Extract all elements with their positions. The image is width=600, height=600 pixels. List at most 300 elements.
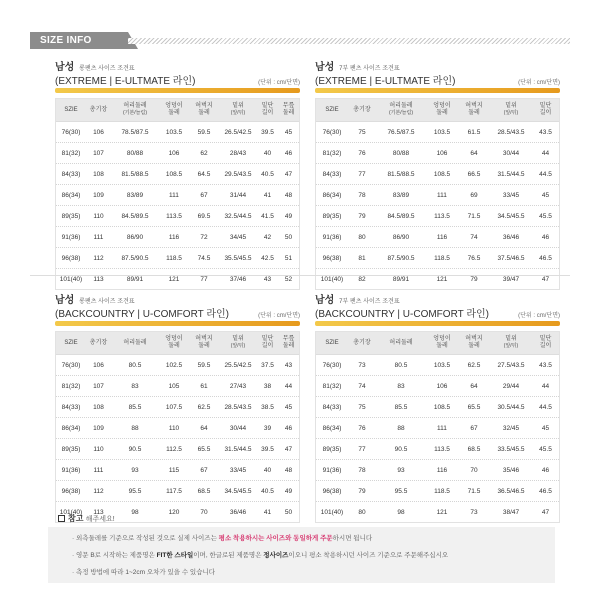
table-cell: 76.5/87.5 xyxy=(387,128,415,136)
table-cell: 71.5 xyxy=(467,212,481,220)
table-cell: 89(35) xyxy=(61,445,81,453)
table-cell: 38/47 xyxy=(502,508,520,516)
column-header: 밑위 (앞/뒤) xyxy=(230,336,246,349)
table-cell: 25.5/42.5 xyxy=(224,361,252,369)
title-underline xyxy=(315,321,560,326)
table-cell: 61 xyxy=(200,382,208,390)
table-cell: 29.5/43.5 xyxy=(224,170,252,178)
table-cell: 74.5 xyxy=(197,254,211,262)
table-row xyxy=(56,227,299,248)
table-cell: 27/43 xyxy=(229,382,247,390)
column-header: 밑단 길이 xyxy=(261,336,274,349)
table-cell: 96(38) xyxy=(322,254,342,262)
table-cell: 86/90 xyxy=(126,233,144,241)
table-cell: 101(40) xyxy=(59,508,83,516)
table-row xyxy=(316,376,559,397)
table-cell: 91(36) xyxy=(322,466,342,474)
table-row xyxy=(56,376,299,397)
table-row xyxy=(316,460,559,481)
table-cell: 106 xyxy=(93,128,104,136)
table-cell: 68.5 xyxy=(467,445,481,453)
table-cell: 103.5 xyxy=(165,128,183,136)
table-cell: 64.5 xyxy=(197,170,211,178)
table-row xyxy=(316,269,559,289)
table-cell: 80 xyxy=(358,233,366,241)
table-cell: 84.5/89.5 xyxy=(121,212,149,220)
table-cell: 93 xyxy=(131,466,139,474)
title-underline xyxy=(55,88,300,93)
table-cell: 77 xyxy=(200,275,208,283)
table-cell: 35/46 xyxy=(502,466,520,474)
table-cell: 81(32) xyxy=(322,149,342,157)
table-cell: 43 xyxy=(263,275,272,283)
table-cell: 48 xyxy=(284,191,293,199)
table-cell: 47 xyxy=(284,170,293,178)
table-cell: 43 xyxy=(284,361,293,369)
table-row xyxy=(316,122,559,143)
table-cell: 108.5 xyxy=(165,170,183,178)
table-cell: 44.5 xyxy=(539,403,552,411)
table-cell: 120 xyxy=(168,508,180,516)
table-cell: 105 xyxy=(168,382,180,390)
table-cell: 102.5 xyxy=(165,361,183,369)
series-label: (EXTREME | E-ULTMATE 라인) xyxy=(55,76,196,87)
table-cell: 77 xyxy=(358,445,366,453)
title-underline xyxy=(55,321,300,326)
table-row xyxy=(316,397,559,418)
table-cell: 47 xyxy=(541,508,550,516)
column-header: 밑단 길이 xyxy=(539,336,552,349)
table-header xyxy=(316,99,559,122)
table-cell: 110 xyxy=(93,445,104,453)
column-header: SZIE xyxy=(64,339,78,346)
section-divider xyxy=(30,275,570,276)
table-cell: 38 xyxy=(263,382,272,390)
table-cell: 76 xyxy=(358,424,366,432)
table-row xyxy=(316,418,559,439)
table-cell: 88 xyxy=(397,424,405,432)
table-cell: 33/45 xyxy=(229,466,247,474)
table-row xyxy=(316,502,559,522)
table-cell: 46 xyxy=(541,233,550,241)
table-cell: 113.5 xyxy=(434,445,450,453)
table-cell: 111 xyxy=(169,191,179,199)
table-cell: 45 xyxy=(541,424,550,432)
column-header: 허리둘레 xyxy=(389,339,413,346)
table-cell: 68.5 xyxy=(197,487,211,495)
table-cell: 39 xyxy=(263,424,272,432)
size-table xyxy=(315,331,560,523)
table-cell: 49 xyxy=(284,487,293,495)
table-cell: 30.5/44.5 xyxy=(497,403,525,411)
table-header xyxy=(316,332,559,355)
table-cell: 90.5 xyxy=(394,445,408,453)
series-label: (BACKCOUNTRY | U-COMFORT 라인) xyxy=(315,309,489,320)
table-cell: 44.5 xyxy=(539,170,552,178)
table-cell: 65.5 xyxy=(467,403,481,411)
column-header: 허리둘레 (기본/늘림) xyxy=(122,103,148,116)
series-label: (BACKCOUNTRY | U-COMFORT 라인) xyxy=(55,309,229,320)
table-cell: 107 xyxy=(93,149,104,157)
table-cell: 83/89 xyxy=(126,191,144,199)
column-header: 무릎 둘레 xyxy=(282,336,295,349)
table-row xyxy=(56,248,299,269)
table-cell: 87.5/90.5 xyxy=(387,254,415,262)
table-cell: 43.5 xyxy=(539,361,552,369)
table-cell: 86(34) xyxy=(61,424,81,432)
table-cell: 113 xyxy=(93,508,104,516)
table-cell: 50 xyxy=(284,508,293,516)
table-row xyxy=(316,248,559,269)
table-cell: 103.5 xyxy=(433,128,451,136)
table-cell: 106 xyxy=(436,149,448,157)
table-cell: 111 xyxy=(437,424,447,432)
table-cell: 116 xyxy=(168,233,180,241)
table-cell: 78 xyxy=(358,191,366,199)
table-cell: 89/91 xyxy=(392,275,410,283)
table-cell: 44 xyxy=(541,382,550,390)
table-cell: 109 xyxy=(93,424,104,432)
section-title: 남성 7부 팬츠 사이즈 조견표 xyxy=(315,62,400,73)
size-table xyxy=(55,98,300,290)
column-header: 허리둘레 (기본/늘림) xyxy=(388,103,414,116)
table-cell: 85.5 xyxy=(128,403,142,411)
table-cell: 40.5 xyxy=(261,170,274,178)
column-header: 무릎 둘레 xyxy=(282,103,295,116)
size-info-tab: SIZE INFO xyxy=(30,32,128,49)
table-cell: 36.5/46.5 xyxy=(497,487,525,495)
table-cell: 86(34) xyxy=(322,191,342,199)
table-row xyxy=(56,164,299,185)
table-cell: 36/46 xyxy=(502,233,520,241)
table-cell: 101(40) xyxy=(59,275,83,283)
table-cell: 91(36) xyxy=(322,233,342,241)
table-cell: 89(35) xyxy=(322,445,342,453)
table-cell: 83 xyxy=(397,382,405,390)
square-icon xyxy=(58,515,65,522)
table-cell: 106 xyxy=(168,149,180,157)
column-header: 총기장 xyxy=(89,339,108,346)
section-title: 남성 롱팬츠 사이즈 조견표 xyxy=(55,62,135,73)
unit-label: (단위 : cm/단면) xyxy=(518,313,560,319)
table-cell: 37.5/46.5 xyxy=(497,254,525,262)
column-header: 허벅지 둘레 xyxy=(195,103,213,116)
table-cell: 46.5 xyxy=(539,487,552,495)
table-cell: 33/45 xyxy=(502,191,520,199)
table-cell: 116 xyxy=(436,233,448,241)
table-cell: 96(38) xyxy=(322,487,342,495)
table-cell: 69.5 xyxy=(197,212,211,220)
table-cell: 83/89 xyxy=(392,191,410,199)
table-row xyxy=(316,164,559,185)
table-cell: 38.5 xyxy=(261,403,274,411)
table-cell: 37.5 xyxy=(261,361,274,369)
table-cell: 78 xyxy=(358,466,366,474)
column-header: 총기장 xyxy=(89,106,108,113)
table-cell: 115 xyxy=(168,466,180,474)
table-row xyxy=(56,122,299,143)
table-cell: 37/46 xyxy=(229,275,247,283)
table-cell: 43.5 xyxy=(539,128,552,136)
table-cell: 108.5 xyxy=(433,403,451,411)
table-cell: 101(40) xyxy=(320,275,344,283)
table-cell: 78.5/87.5 xyxy=(121,128,149,136)
table-cell: 111 xyxy=(93,466,104,474)
table-cell: 101(40) xyxy=(320,508,344,516)
table-cell: 29/44 xyxy=(502,382,520,390)
table-cell: 75 xyxy=(358,128,366,136)
table-cell: 83 xyxy=(131,382,139,390)
table-row xyxy=(56,418,299,439)
table-cell: 89(35) xyxy=(61,212,81,220)
table-cell: 31.5/44.5 xyxy=(497,170,525,178)
table-cell: 27.5/43.5 xyxy=(497,361,525,369)
column-header: 밑단 길이 xyxy=(261,103,274,116)
column-header: 엉덩이 둘레 xyxy=(165,103,183,116)
table-cell: 34.5/45.5 xyxy=(224,487,252,495)
table-cell: 112 xyxy=(93,254,104,262)
table-cell: 45.5 xyxy=(539,445,552,453)
table-cell: 70 xyxy=(200,508,208,516)
table-cell: 51 xyxy=(284,254,293,262)
table-cell: 44 xyxy=(284,382,293,390)
table-row xyxy=(316,439,559,460)
table-cell: 67 xyxy=(470,424,478,432)
table-cell: 82 xyxy=(358,275,366,283)
table-cell: 62.5 xyxy=(467,361,481,369)
table-cell: 76 xyxy=(358,149,366,157)
table-cell: 89(35) xyxy=(322,212,342,220)
table-cell: 80.5 xyxy=(128,361,142,369)
table-cell: 67 xyxy=(200,466,208,474)
table-cell: 31/44 xyxy=(229,191,247,199)
table-cell: 41.5 xyxy=(261,212,274,220)
column-header: SZIE xyxy=(325,339,339,346)
table-cell: 74 xyxy=(470,233,478,241)
size-section xyxy=(315,58,560,290)
table-cell: 47 xyxy=(284,445,293,453)
size-table xyxy=(315,98,560,290)
table-cell: 84.5/89.5 xyxy=(387,212,415,220)
table-cell: 110 xyxy=(168,424,180,432)
column-header: 밑위 (앞/뒤) xyxy=(503,336,519,349)
table-row xyxy=(56,355,299,376)
table-cell: 113 xyxy=(93,275,104,283)
table-cell: 28.5/43.5 xyxy=(497,128,525,136)
table-cell: 28/43 xyxy=(229,149,247,157)
table-cell: 89/91 xyxy=(126,275,144,283)
table-cell: 45 xyxy=(284,128,293,136)
table-cell: 107.5 xyxy=(165,403,183,411)
table-cell: 118.5 xyxy=(434,254,450,262)
table-cell: 46 xyxy=(284,424,293,432)
table-cell: 42 xyxy=(263,233,272,241)
table-cell: 80/88 xyxy=(392,149,410,157)
note-line-2: · 영문 B로 시작하는 제품명은 FIT한 스타일이며, 한글로된 제품명은 정사이즈이오니 평소 착용하시던 사이즈 기준으로 주문해주십시오 xyxy=(72,552,449,559)
column-header: 엉덩이 둘레 xyxy=(433,103,451,116)
table-cell: 76(30) xyxy=(322,128,342,136)
column-header: 총기장 xyxy=(353,339,371,346)
table-cell: 31.5/44.5 xyxy=(224,445,252,453)
table-cell: 86/90 xyxy=(392,233,410,241)
table-cell: 110 xyxy=(93,212,104,220)
column-header: 허벅지 둘레 xyxy=(465,103,483,116)
table-cell: 98 xyxy=(397,508,405,516)
table-row xyxy=(56,206,299,227)
table-cell: 48 xyxy=(284,466,293,474)
table-cell: 76(30) xyxy=(61,128,81,136)
table-cell: 85.5 xyxy=(394,403,408,411)
note-line-3: · 측정 방법에 따라 1~2cm 오차가 있을 수 있습니다 xyxy=(72,569,216,576)
column-header: 엉덩이 둘레 xyxy=(433,336,451,349)
table-cell: 28.5/43.5 xyxy=(224,403,252,411)
table-cell: 64 xyxy=(470,149,478,157)
table-cell: 84(33) xyxy=(61,170,81,178)
table-cell: 49 xyxy=(284,212,293,220)
table-row xyxy=(56,460,299,481)
table-row xyxy=(56,269,299,289)
table-header xyxy=(56,99,299,122)
table-cell: 44 xyxy=(541,149,550,157)
title-underline xyxy=(315,88,560,93)
table-cell: 111 xyxy=(93,233,104,241)
table-cell: 67 xyxy=(200,191,208,199)
size-section xyxy=(55,58,300,290)
table-cell: 76(30) xyxy=(322,361,342,369)
table-cell: 121 xyxy=(436,508,448,516)
table-cell: 74 xyxy=(358,382,366,390)
size-section xyxy=(315,291,560,523)
table-row xyxy=(56,143,299,164)
table-cell: 65.5 xyxy=(197,445,211,453)
table-row xyxy=(56,185,299,206)
table-cell: 59.5 xyxy=(197,128,211,136)
table-row xyxy=(316,355,559,376)
table-cell: 90.5 xyxy=(128,445,142,453)
table-cell: 73 xyxy=(470,508,478,516)
table-cell: 70 xyxy=(470,466,478,474)
table-cell: 46 xyxy=(284,149,293,157)
table-cell: 91(36) xyxy=(61,233,81,241)
table-cell: 71.5 xyxy=(467,487,481,495)
table-cell: 42.5 xyxy=(261,254,274,262)
column-header: SZIE xyxy=(325,106,339,113)
column-header: 엉덩이 둘레 xyxy=(165,336,183,349)
table-row xyxy=(316,143,559,164)
table-cell: 61.5 xyxy=(467,128,481,136)
table-cell: 81.5/88.5 xyxy=(387,170,415,178)
table-cell: 72 xyxy=(200,233,208,241)
table-row xyxy=(56,439,299,460)
table-cell: 87.5/90.5 xyxy=(121,254,149,262)
table-cell: 103.5 xyxy=(433,361,451,369)
table-cell: 46.5 xyxy=(539,254,552,262)
table-cell: 98 xyxy=(131,508,139,516)
table-cell: 66.5 xyxy=(467,170,481,178)
table-cell: 46 xyxy=(541,466,550,474)
table-cell: 79 xyxy=(358,212,366,220)
table-cell: 95.5 xyxy=(128,487,142,495)
table-cell: 39.5 xyxy=(261,128,274,136)
column-header: 허벅지 둘레 xyxy=(465,336,483,349)
table-cell: 108.5 xyxy=(433,170,451,178)
table-cell: 34.5/45.5 xyxy=(497,212,525,220)
table-cell: 52 xyxy=(284,275,293,283)
table-cell: 45.5 xyxy=(539,212,552,220)
table-cell: 69 xyxy=(470,191,478,199)
unit-label: (단위 : cm/단면) xyxy=(518,80,560,86)
table-cell: 79 xyxy=(470,275,478,283)
table-cell: 32/45 xyxy=(502,424,520,432)
column-header: 총기장 xyxy=(353,106,371,113)
table-cell: 80 xyxy=(358,508,366,516)
table-cell: 86(34) xyxy=(61,191,81,199)
table-cell: 116 xyxy=(436,466,448,474)
table-cell: 75 xyxy=(358,403,366,411)
table-row xyxy=(56,397,299,418)
table-cell: 112.5 xyxy=(166,445,182,453)
size-section xyxy=(55,291,300,523)
table-cell: 36/46 xyxy=(229,508,247,516)
table-cell: 62 xyxy=(200,149,208,157)
table-cell: 35.5/45.5 xyxy=(224,254,252,262)
table-cell: 30/44 xyxy=(502,149,520,157)
size-table xyxy=(55,331,300,523)
table-cell: 81(32) xyxy=(61,382,81,390)
table-cell: 77 xyxy=(358,170,366,178)
series-label: (EXTREME | E-ULTMATE 라인) xyxy=(315,76,456,87)
table-cell: 32.5/44.5 xyxy=(224,212,252,220)
table-cell: 86(34) xyxy=(322,424,342,432)
unit-label: (단위 : cm/단면) xyxy=(258,80,300,86)
table-row xyxy=(316,185,559,206)
table-cell: 108 xyxy=(93,170,104,178)
table-row xyxy=(316,481,559,502)
table-cell: 40.5 xyxy=(261,487,274,495)
table-cell: 93 xyxy=(397,466,405,474)
table-cell: 81 xyxy=(358,254,366,262)
table-cell: 106 xyxy=(93,361,104,369)
table-cell: 40 xyxy=(263,149,272,157)
table-cell: 64 xyxy=(200,424,208,432)
table-cell: 88 xyxy=(131,424,139,432)
table-cell: 96(38) xyxy=(61,254,81,262)
section-title: 남성 7부 팬츠 사이즈 조견표 xyxy=(315,295,400,306)
column-header: 허리둘레 xyxy=(123,339,147,346)
table-cell: 84(33) xyxy=(322,403,342,411)
table-cell: 121 xyxy=(436,275,448,283)
table-cell: 34/45 xyxy=(229,233,247,241)
table-cell: 96(38) xyxy=(61,487,81,495)
table-cell: 40 xyxy=(263,466,272,474)
table-cell: 84(33) xyxy=(322,170,342,178)
table-cell: 118.5 xyxy=(166,254,182,262)
table-cell: 108 xyxy=(93,403,104,411)
table-row xyxy=(316,227,559,248)
table-cell: 106 xyxy=(436,382,448,390)
table-row xyxy=(316,206,559,227)
column-header: 밑위 (앞/뒤) xyxy=(503,103,519,116)
header-stripe xyxy=(128,38,570,44)
table-cell: 76(30) xyxy=(61,361,81,369)
table-cell: 64 xyxy=(470,382,478,390)
table-cell: 113.5 xyxy=(166,212,182,220)
column-header: 밑단 길이 xyxy=(539,103,552,116)
table-cell: 47 xyxy=(541,275,550,283)
column-header: 밑위 (앞/뒤) xyxy=(230,103,246,116)
table-cell: 118.5 xyxy=(434,487,450,495)
notes-heading: 참고 해주세요! xyxy=(58,513,115,524)
